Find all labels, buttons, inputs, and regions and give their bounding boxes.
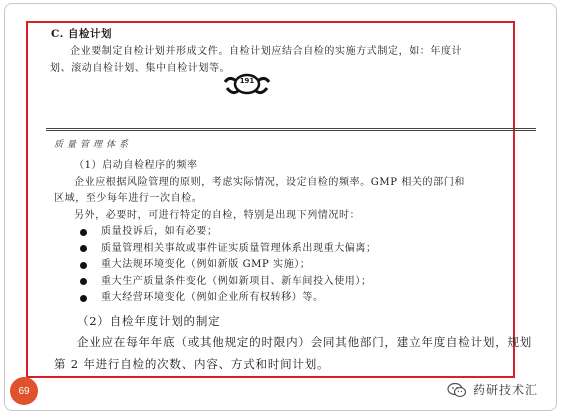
bullet-icon [80, 245, 87, 252]
section-para-line1: 企业要制定自检计划并形成文件。自检计划应结合自检的实施方式制定，如：年度计 [70, 46, 463, 57]
frequency-heading: （1）启动自检程序的频率 [74, 160, 198, 171]
list-item: 质量管理相关事故或事件证实质量管理体系出现重大偏离； [54, 241, 534, 258]
watermark [447, 381, 538, 398]
running-header: 质量管理体系 [54, 140, 133, 150]
book-page-number: 191 [239, 77, 255, 85]
header-rule [46, 128, 536, 129]
section-title: C. 自检计划 [51, 28, 112, 40]
frequency-line1: 企业应根据风险管理的原则，考虑实际情况，设定自检的频率。GMP 相关的部门和 [74, 176, 465, 188]
section-c [50, 23, 530, 77]
frequency-section [54, 158, 534, 375]
frequency-line2: 区域，至少每年进行一次自检。 [54, 193, 203, 204]
annual-heading: （2）自检年度计划的制定 [77, 313, 221, 328]
list-item: 质量投诉后，如有必要； [54, 224, 534, 241]
list-item: 重大法规环境变化（例如新版 GMP 实施）； [54, 257, 534, 274]
list-item: 重大经营环境变化（例如企业所有权转移）等。 [54, 290, 534, 307]
bullet-icon [80, 229, 87, 236]
annual-line1: 企业应在每年年底（或其他规定的时限内）会同其他部门，建立年度自检计划，规划 [77, 334, 533, 349]
header-rule-2 [46, 130, 536, 131]
page-number-seal [219, 62, 275, 102]
slide-number-badge: 69 [10, 377, 38, 405]
bullet-icon [80, 295, 87, 302]
annual-line2: 第 2 年进行自检的次数、内容、方式和时间计划。 [54, 356, 330, 371]
section-para-line2: 划、滚动自检计划、集中自检计划等。 [50, 63, 231, 74]
bullet-icon [80, 262, 87, 269]
list-item: 重大生产质量条件变化（例如新项目、新车间投入使用）； [54, 274, 534, 291]
bullet-icon [80, 278, 87, 285]
frequency-line3: 另外，必要时，可进行特定的自检，特别是出现下列情况时： [74, 209, 361, 221]
wechat-icon [447, 382, 467, 398]
watermark-text: 药研技术汇 [473, 383, 539, 397]
